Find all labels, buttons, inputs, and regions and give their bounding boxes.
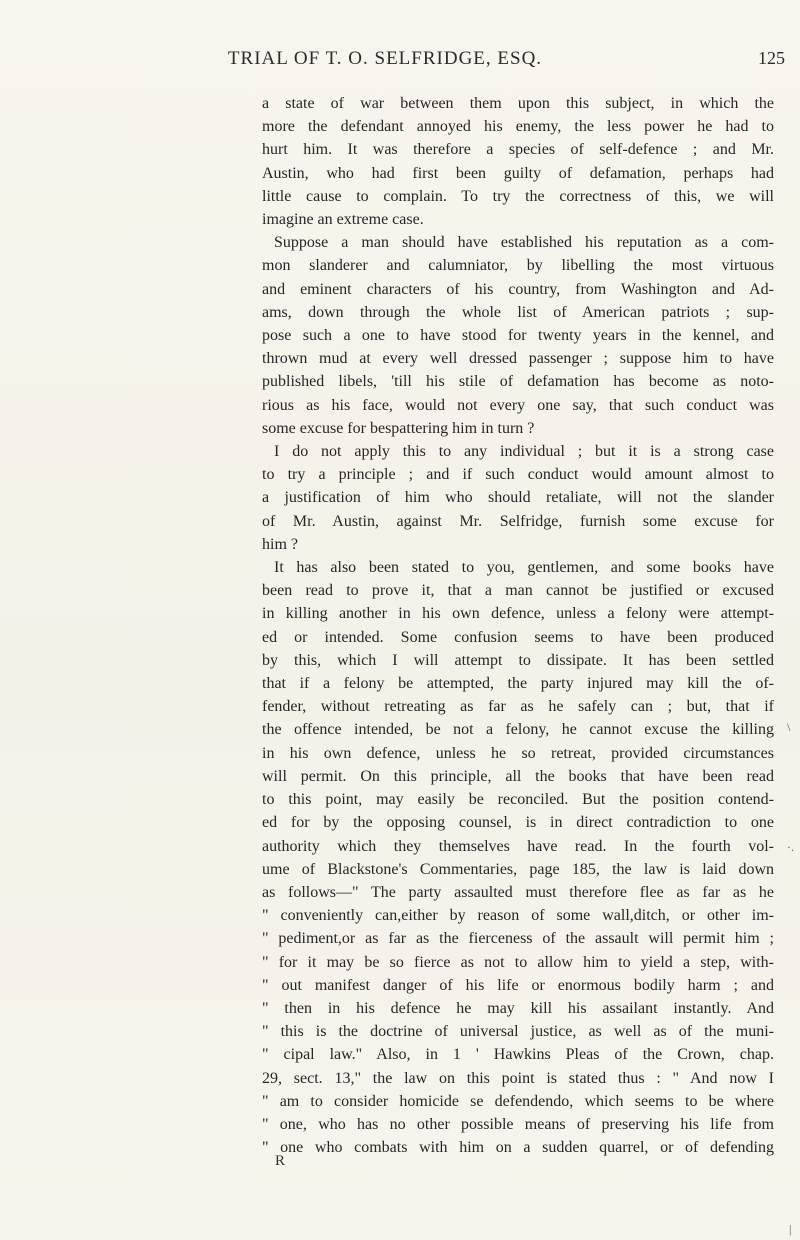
text-line: hurt him. It was therefore a species of self-defence ; and Mr. [262,141,774,159]
text-line: by this, which I will attempt to dissipate. It has been settled [262,651,774,669]
text-line: Austin, who had first been guilty of defamation, perhaps had [262,164,774,182]
text-line: to try a principle ; and if such conduct would amount almost to [262,466,774,484]
text-line: and eminent characters of his country, from Washington and Ad- [262,280,774,298]
text-line: in his own defence, unless he so retreat, provided circumstances [262,744,774,762]
text-line: that if a felony be attempted, the party injured may kill the of- [262,675,774,693]
text-line: " for it may be so fierce as not to allow him to yield a step, with- [262,953,774,971]
text-line: " out manifest danger of his life or enormous bodily harm ; and [262,976,774,994]
text-line: fender, without retreating as far as he safely can ; but, that if [262,698,774,716]
text-line: a justification of him who should retaliate, will not the slander [262,489,774,507]
text-line: ume of Blackstone's Commentaries, page 185, the law is laid down [262,860,774,878]
text-line: little cause to complain. To try the correctness of this, we will [262,187,774,205]
text-line: " pediment,or as far as the fierceness of the assault will permit him ; [262,930,774,948]
page-number: 125 [758,48,785,68]
text-line: " one, who has no other possible means of preserving his life from [262,1115,774,1133]
catchword: R [275,1153,286,1169]
text-line: authority which they themselves have read. In the fourth vol- [262,837,774,855]
text-line: published libels, 'till his stile of defamation has become as noto- [262,373,774,391]
text-line: " then in his defence he may kill his assailant instantly. And [262,999,774,1017]
text-line: him ? [262,535,298,553]
text-line: as follows—" The party assaulted must therefore flee as far as he [262,883,774,901]
text-line: ed for by the opposing counsel, is in direct contradiction to one [262,814,774,832]
text-line: rious as his face, would not every one say, that such conduct was [262,396,774,414]
text-line: more the defendant annoyed his enemy, the less power he had to [262,118,774,136]
text-line: thrown mud at every well dressed passenger ; suppose him to have [262,350,774,368]
text-line: will permit. On this principle, all the books that have been read [262,767,774,785]
text-line: of Mr. Austin, against Mr. Selfridge, furnish some excuse for [262,512,774,530]
text-line: mon slanderer and calumniator, by libelling the most virtuous [262,257,774,275]
text-line: It has also been stated to you, gentlemen, and some books have [274,559,774,577]
margin-mark: \ [787,720,791,734]
text-line: the offence intended, be not a felony, he cannot excuse the killing [262,721,774,739]
text-line: " conveniently can,either by reason of some wall,ditch, or other im- [262,907,774,925]
text-line: pose such a one to have stood for twenty years in the kennel, and [262,327,774,345]
text-line: I do not apply this to any individual ; but it is a strong case [274,443,774,461]
text-line: to this point, may easily be reconciled. But the position contend- [262,791,774,809]
text-line: " cipal law." Also, in 1 ' Hawkins Pleas of the Crown, chap. [262,1046,774,1064]
margin-mark: ·. [787,840,794,854]
text-line: " this is the doctrine of universal justice, as well as of the muni- [262,1023,774,1041]
text-line: ams, down through the whole list of American patriots ; sup- [262,303,774,321]
text-line: imagine an extreme case. [262,211,424,229]
text-line: ed or intended. Some confusion seems to have been produced [262,628,774,646]
text-line: " one who combats with him on a sudden quarrel, or of defending [262,1139,774,1157]
text-line: a state of war between them upon this subject, in which the [262,95,774,112]
text-line: some excuse for bespattering him in turn ? [262,419,535,437]
text-line: " am to consider homicide se defendendo, which seems to be where [262,1092,774,1110]
text-line: in killing another in his own defence, unless a felony were attempt- [262,605,774,623]
running-head: TRIAL OF T. O. SELFRIDGE, ESQ. [227,48,543,69]
text-line: 29, sect. 13," the law on this point is stated thus : " And now I [262,1069,774,1087]
text-line: been read to prove it, that a man cannot be justified or excused [262,582,774,600]
body-text [262,92,774,1159]
text-line: Suppose a man should have established his reputation as a com- [274,234,774,252]
margin-mark: | [789,1222,792,1236]
